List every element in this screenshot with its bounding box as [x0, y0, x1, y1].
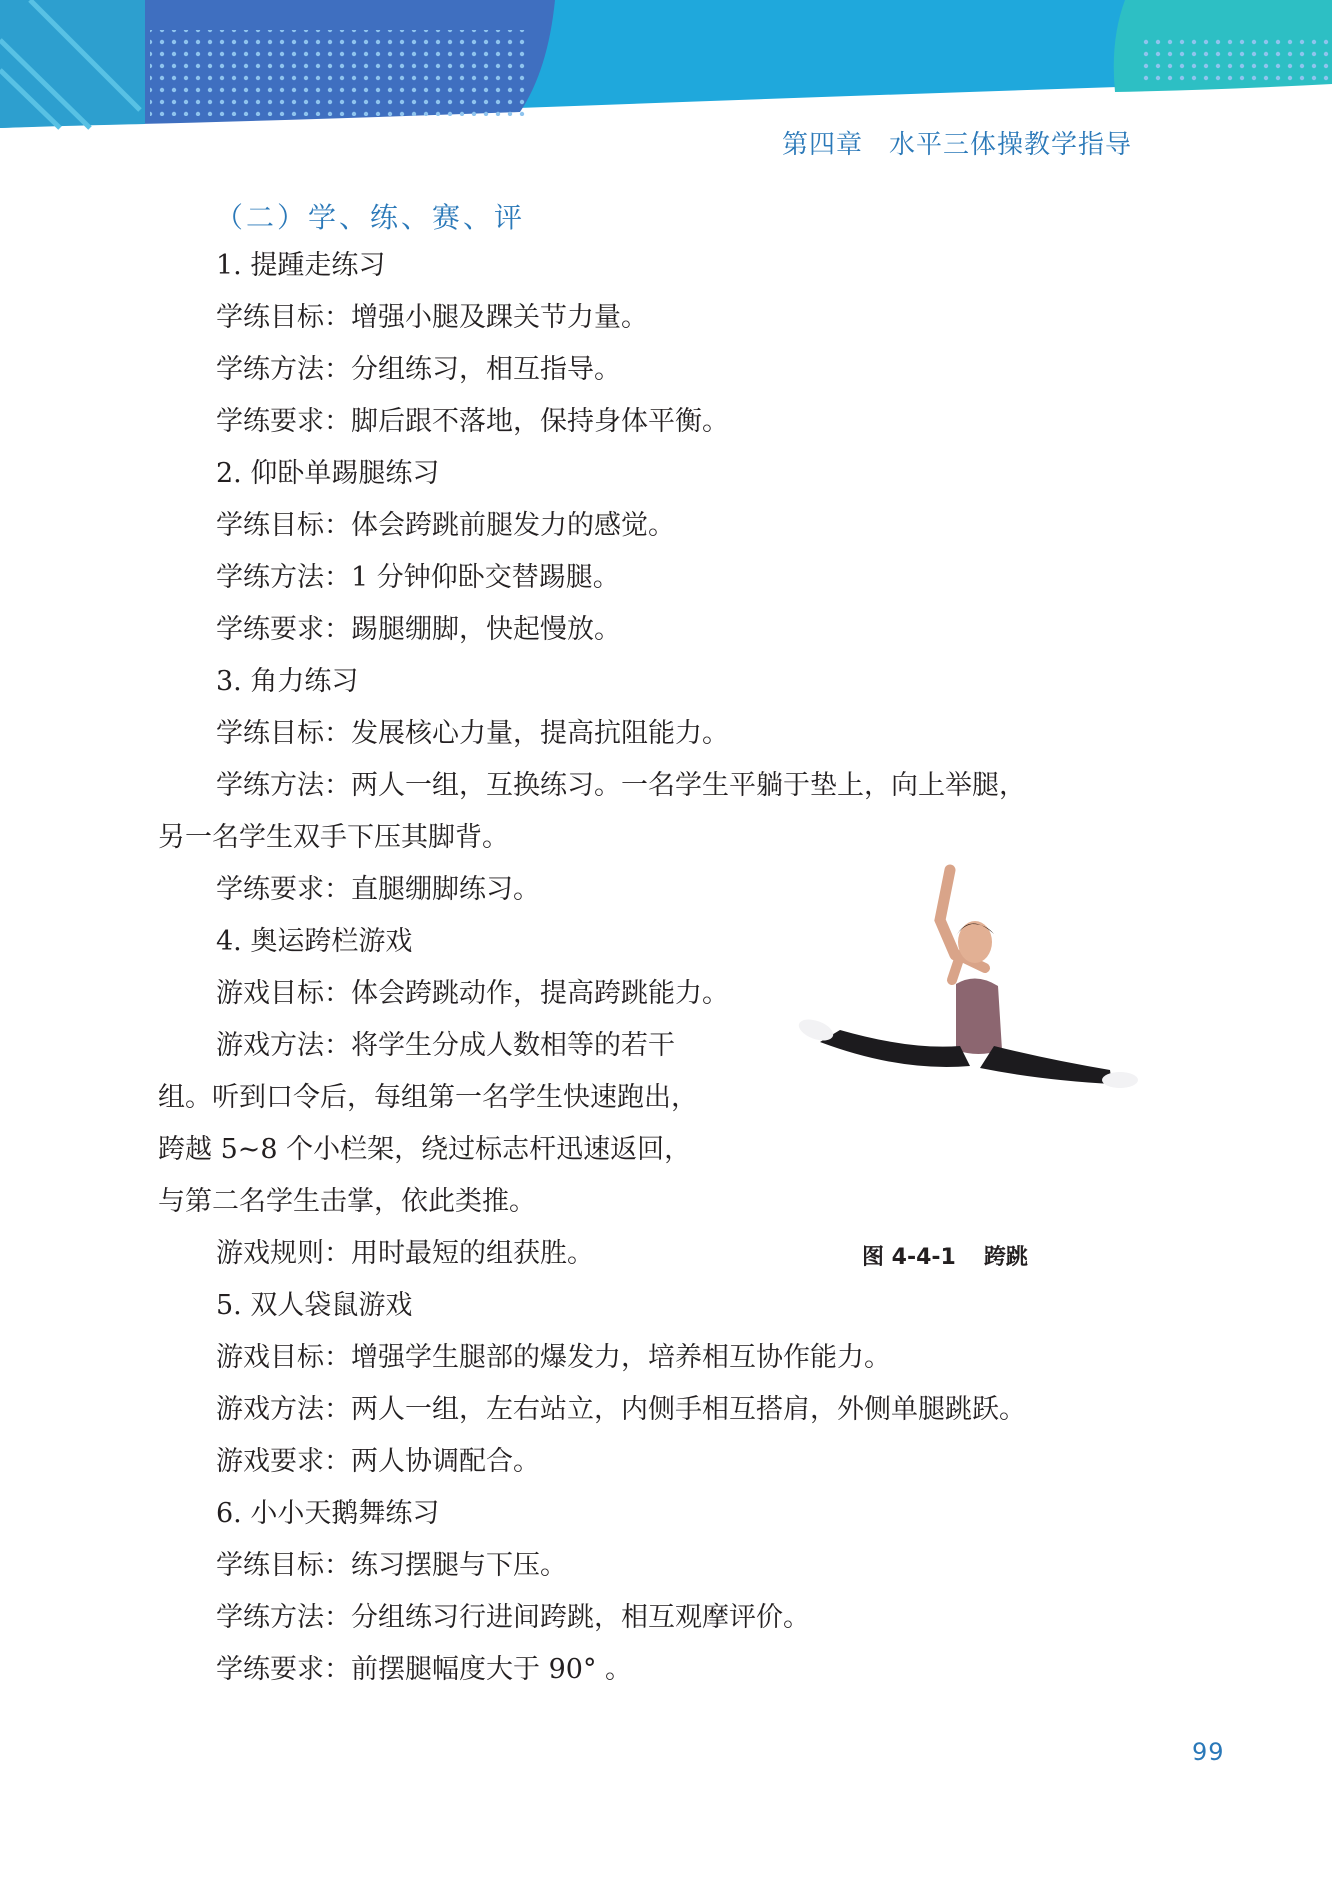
section-heading: （二）学、练、赛、评	[215, 201, 526, 234]
text-line: 学练要求：脚后跟不落地，保持身体平衡。	[216, 406, 729, 437]
text-line: 学练要求：前摆腿幅度大于 90° 。	[216, 1654, 633, 1685]
page-number: 99	[1192, 1738, 1225, 1766]
text-line: 学练要求：踢腿绷脚，快起慢放。	[216, 614, 621, 645]
text-line: 游戏方法：将学生分成人数相等的若干	[216, 1030, 675, 1061]
text-line: 学练目标：增强小腿及踝关节力量。	[216, 302, 648, 333]
text-line: 学练目标：练习摆腿与下压。	[216, 1550, 567, 1581]
exercise-title-3: 3. 角力练习	[216, 666, 359, 697]
exercise-title-1: 1. 提踵走练习	[216, 250, 386, 281]
text-line: 学练要求：直腿绷脚练习。	[216, 874, 540, 905]
text-line: 学练方法：1 分钟仰卧交替踢腿。	[216, 562, 620, 593]
header-banner	[0, 0, 1332, 140]
figure-number: 图 4-4-1	[862, 1245, 956, 1270]
exercise-title-4: 4. 奥运跨栏游戏	[216, 926, 413, 957]
text-line: 游戏规则：用时最短的组获胜。	[216, 1238, 594, 1269]
text-line: 游戏目标：增强学生腿部的爆发力，培养相互协作能力。	[216, 1342, 891, 1373]
text-line: 学练目标：体会跨跳前腿发力的感觉。	[216, 510, 675, 541]
text-line: 学练方法：分组练习行进间跨跳，相互观摩评价。	[216, 1602, 810, 1633]
chapter-number: 第四章	[781, 130, 863, 160]
text-line: 游戏方法：两人一组，左右站立，内侧手相互搭肩，外侧单腿跳跃。	[216, 1394, 1026, 1425]
exercise-title-5: 5. 双人袋鼠游戏	[216, 1290, 413, 1321]
text-line: 游戏目标：体会跨跳动作，提高跨跳能力。	[216, 978, 729, 1009]
split-leap-photo	[780, 860, 1160, 1130]
figure-caption	[862, 1240, 1028, 1271]
text-line: 另一名学生双手下压其脚背。	[158, 822, 509, 853]
text-line: 学练方法：两人一组，互换练习。一名学生平躺于垫上，向上举腿，	[216, 770, 1026, 801]
exercise-title-2: 2. 仰卧单踢腿练习	[216, 458, 440, 489]
text-line: 游戏要求：两人协调配合。	[216, 1446, 540, 1477]
text-line: 学练目标：发展核心力量，提高抗阻能力。	[216, 718, 729, 749]
text-line: 组。听到口令后，每组第一名学生快速跑出，	[158, 1082, 698, 1113]
exercise-title-6: 6. 小小天鹅舞练习	[216, 1498, 440, 1529]
chapter-title: 水平三体操教学指导	[888, 130, 1132, 160]
figure-title: 跨跳	[983, 1245, 1028, 1270]
text-line: 与第二名学生击掌，依此类推。	[158, 1186, 536, 1217]
text-line: 跨越 5~8 个小栏架，绕过标志杆迅速返回，	[158, 1134, 692, 1165]
text-line: 学练方法：分组练习，相互指导。	[216, 354, 621, 385]
chapter-header	[782, 124, 1132, 161]
